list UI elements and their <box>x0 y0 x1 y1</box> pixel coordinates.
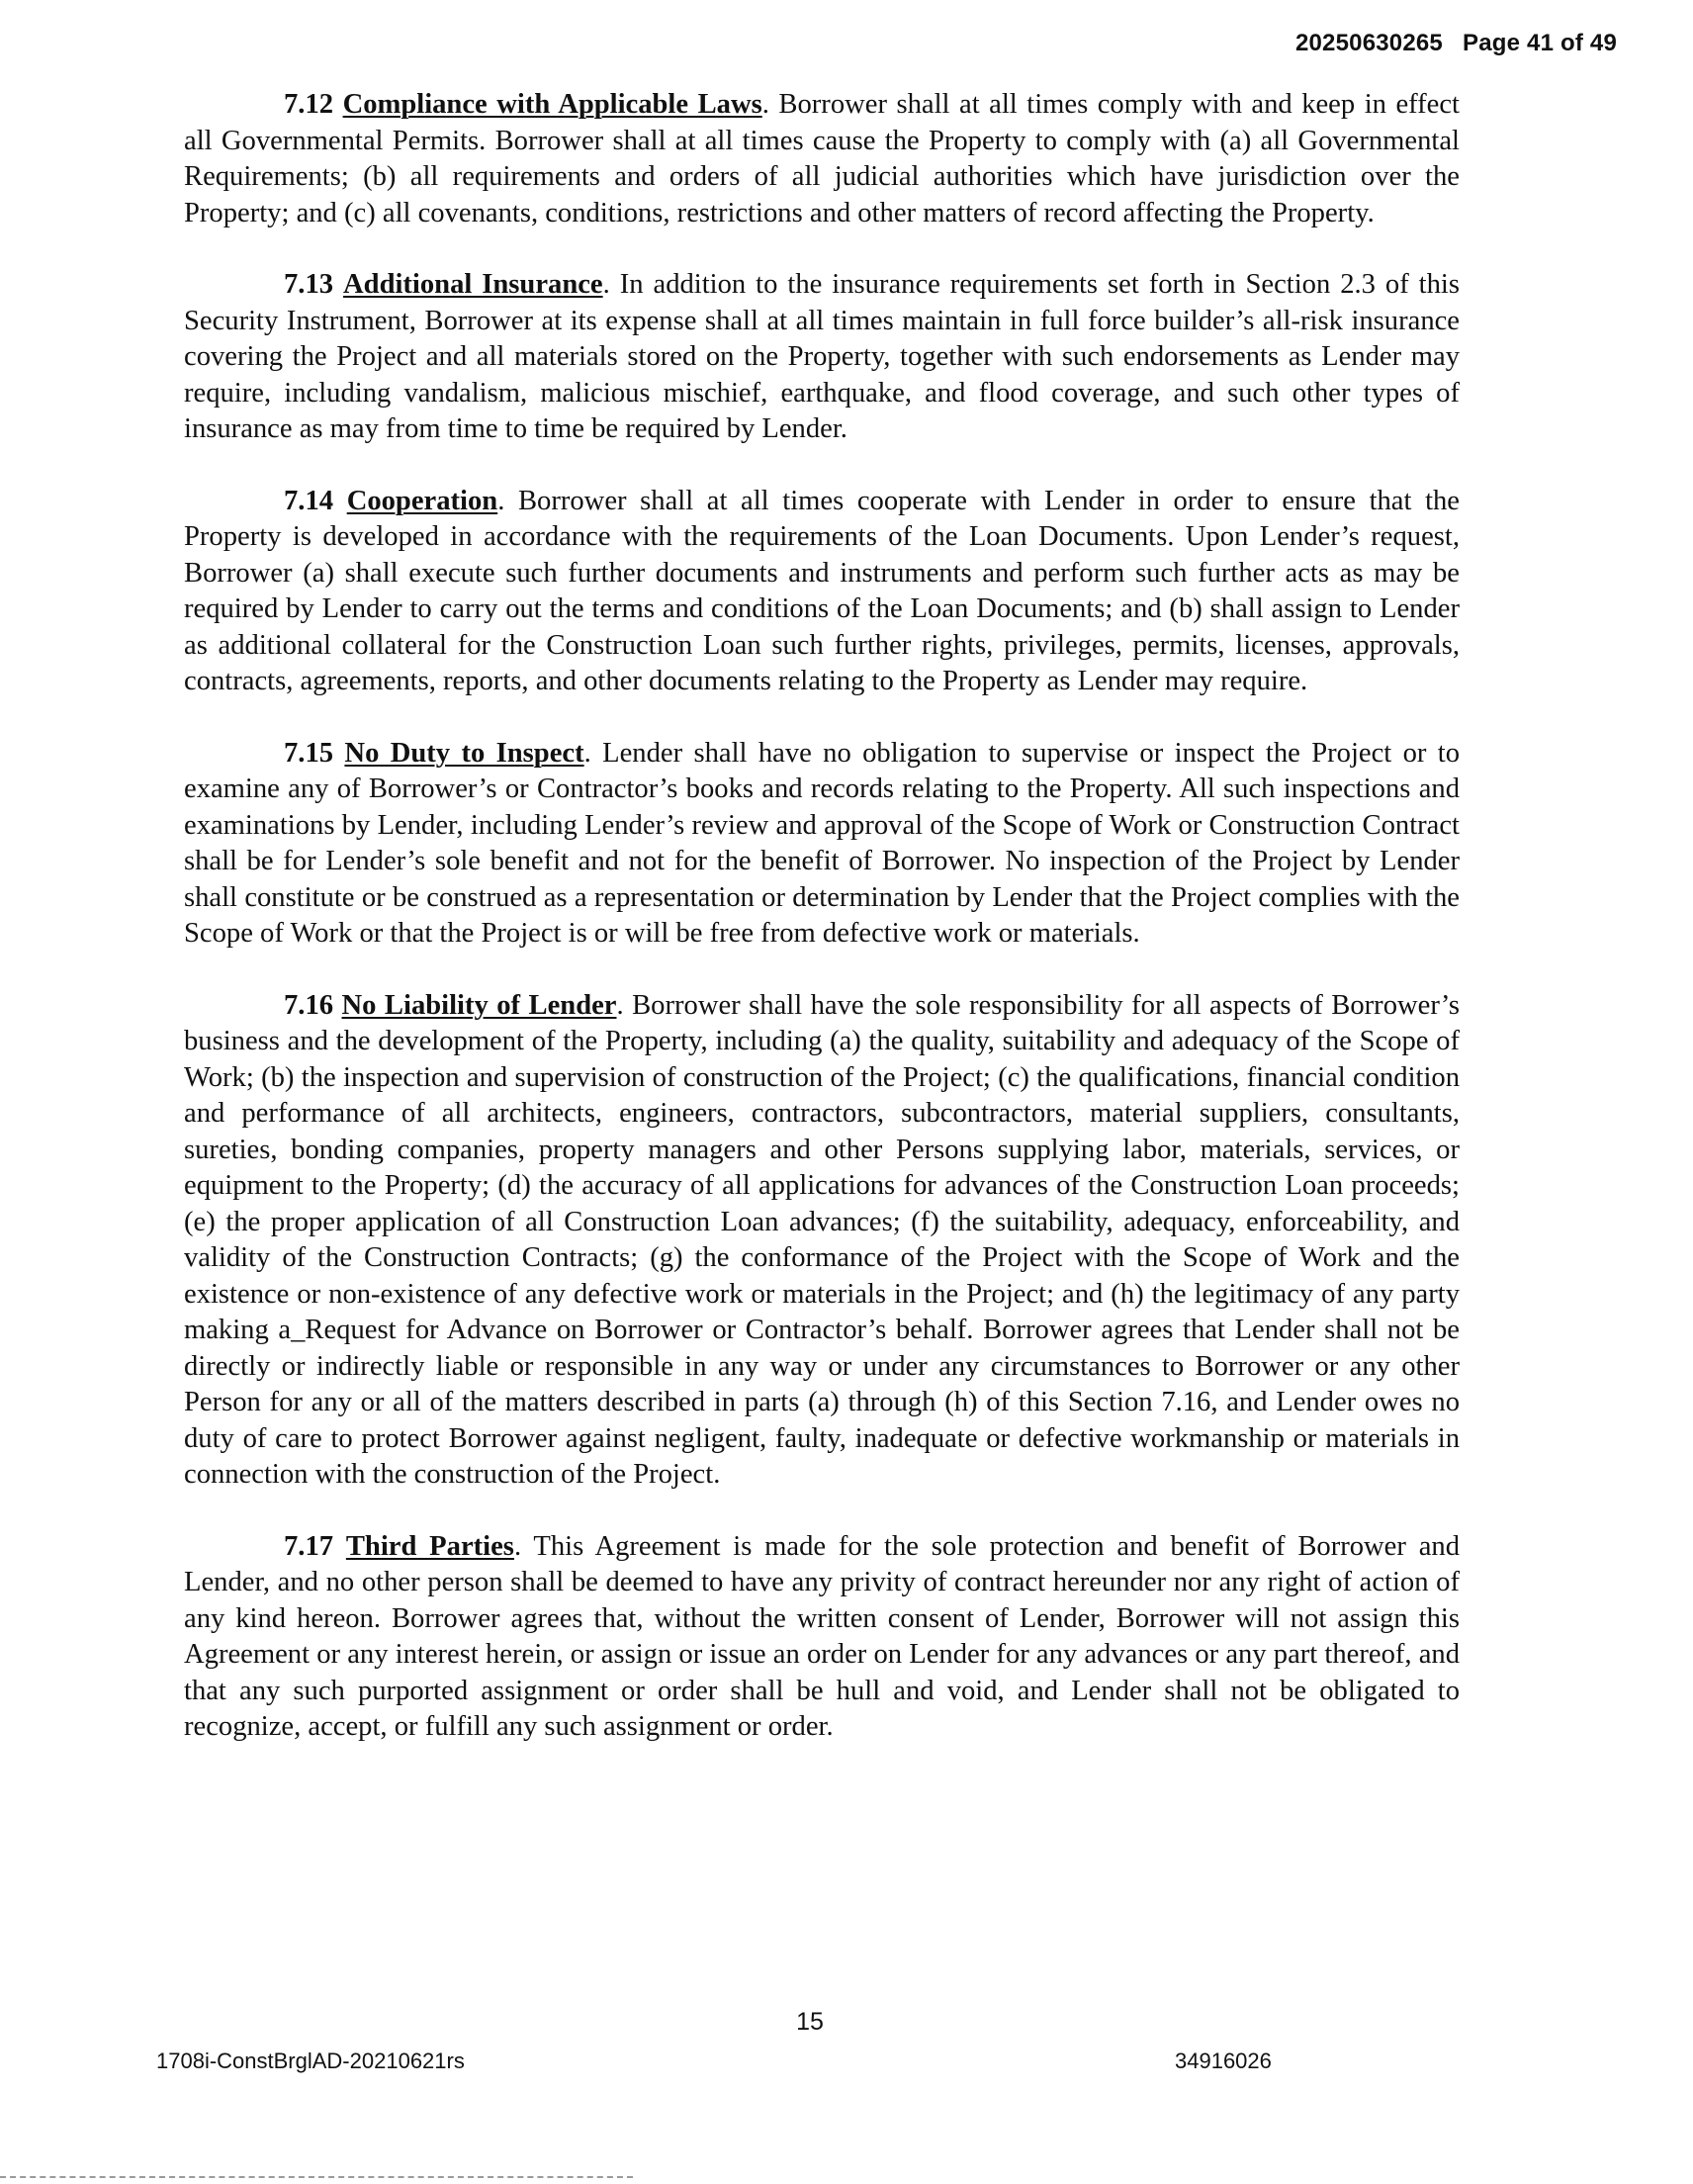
section-7-14 <box>184 484 1460 700</box>
section-text: . In addition to the insurance requirements set forth in Section 2.3 of this Security Instrument, Borrower at its expense shall at all times maintain in full force builder’s all-risk insurance covering the Project and all materials stored on the Property, together with such endorsements as Lender may require, including vandalism, malicious mischief, earthquake, and flood coverage, and such other types of insurance as may from time to time be required by Lender. <box>184 269 1460 444</box>
section-number: 7.16 <box>284 989 334 1021</box>
section-number: 7.17 <box>284 1530 334 1562</box>
section-text: . Lender shall have no obligation to supervise or inspect the Project or to examine any of Borrower’s or Contractor’s books and records relating to the Property. All such inspections and examinations by Lender, including Lender’s review and approval of the Scope of Work or Construction Contract shall be for Lender’s sole benefit and not for the benefit of Borrower. No inspection of the Project by Lender shall constitute or be construed as a representation or determination by Lender that the Project complies with the Scope of Work or that the Project is or will be free from defective work or materials. <box>184 737 1461 949</box>
section-text: . This Agreement is made for the sole protection and benefit of Borrower and Lender, and no other person shall be deemed to have any privity of contract hereunder nor any right of action of any kind hereon. Borrower agrees that, without the written consent of Lender, Borrower will not assign this Agreement or any interest herein, or assign or issue an order on Lender for any advances or any part thereof, and that any such purported assignment or order shall be hull and void, and Lender shall not be obligated to recognize, accept, or fulfill any such assignment or order. <box>184 1530 1460 1742</box>
section-7-16 <box>184 988 1460 1494</box>
section-heading: Third Parties <box>345 1530 514 1562</box>
section-7-15 <box>184 736 1460 953</box>
section-heading: No Liability of Lender <box>341 989 617 1021</box>
document-code: 1708i-ConstBrglAD-20210621rs <box>156 2048 465 2073</box>
section-heading: Cooperation <box>346 485 498 516</box>
section-number: 7.12 <box>284 89 334 120</box>
section-text: . Borrower shall have the sole responsibility for all aspects of Borrower’s business and the development of the Property, including (a) the quality, suitability and adequacy of the Scope of Work; (b) the inspection and supervision of construction of the Project; (c) the qualifications, financial condition and performance of all architects, engineers, contractors, subcontractors, material suppliers, consultants, sureties, bonding companies, property managers and other Persons supplying labor, materials, services, or equipment to the Property; (d) the accuracy of all applications for advances of the Construction Loan proceeds; (e) the proper application of all Construction Loan advances; (f) the suitability, adequacy, enforceability, and validity of the Construction Contracts; (g) the conformance of the Project with the Scope of Work and the existence or non-existence of any defective work or materials in the Project; and (h) the legitimacy of any party making a_Request for Advance on Borrower or Contractor’s behalf. Borrower agrees that Lender shall not be directly or indirectly liable or responsible in any way or under any circumstances to Borrower or any other Person for any or all of the matters described in parts (a) through (h) of this Section 7.16, and Lender owes no duty of care to protect Borrower against negligent, faulty, inadequate or defective workmanship or materials in connection with the construction of the Project. <box>184 989 1460 1490</box>
page-of-count: Page 41 of 49 <box>1462 30 1617 56</box>
section-7-17 <box>184 1529 1460 1746</box>
section-number: 7.15 <box>284 737 334 769</box>
scan-edge-line <box>0 2176 633 2178</box>
section-heading: No Duty to Inspect <box>344 737 584 769</box>
section-heading: Compliance with Applicable Laws <box>342 89 762 120</box>
section-text: . Borrower shall at all times cooperate with Lender in order to ensure that the Property is developed in accordance with the requirements of the Loan Documents. Upon Lender’s request, Borrower (a) shall execute such further documents and instruments and perform such further acts as may be required by Lender to carry out the terms and conditions of the Loan Documents; and (b) shall assign to Lender as additional collateral for the Construction Loan such further rights, privileges, permits, licenses, approvals, contracts, agreements, reports, and other documents relating to the Property as Lender may require. <box>184 485 1461 696</box>
document-id: 34916026 <box>1175 2048 1272 2073</box>
page-number: 15 <box>796 2008 824 2036</box>
section-number: 7.14 <box>284 485 334 516</box>
section-heading: Additional Insurance <box>343 269 603 300</box>
section-number: 7.13 <box>284 269 334 300</box>
document-body <box>184 87 1460 1781</box>
recording-stamp <box>1295 30 1617 57</box>
document-number: 20250630265 <box>1294 30 1443 56</box>
section-7-12 <box>184 87 1460 231</box>
section-text: . Borrower shall at all times comply with and keep in effect all Governmental Permits. Borrower shall at all times cause the Property to comply with (a) all Governmental Requirements; (b) all requirements and orders of all judicial authorities which have jurisdiction over the Property; and (c) all covenants, conditions, restrictions and other matters of record affecting the Property. <box>184 89 1460 228</box>
section-7-13 <box>184 267 1460 448</box>
